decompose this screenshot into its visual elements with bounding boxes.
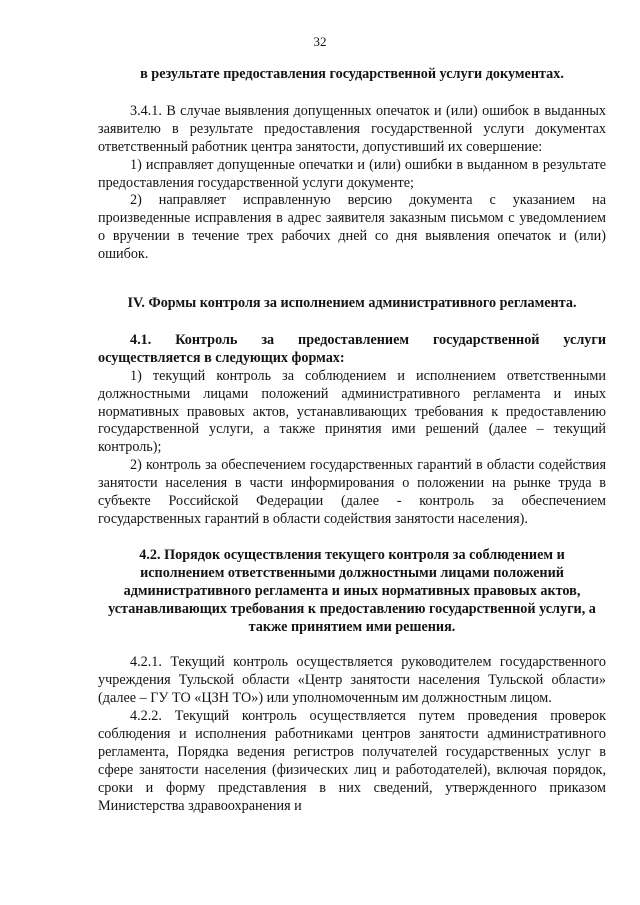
section-4-heading: IV. Формы контроля за исполнением административного регламента. (127, 295, 577, 311)
list-item: 1) текущий контроль за соблюдением и исполнением ответственными должностными лицами положений административного регламента и иных нормативных правовых актов, устанавливающих требования к предоставлению государственной услуги, а также принятия ими решений (далее – текущий контроль); (98, 367, 606, 456)
list-item: 2) контроль за обеспечением государственных гарантий в области содействия занятости населения в части информирования о положении на рынке труда в субъекте Российской Федерации (далее - контроль за обеспечением государственных гарантий в области содействия занятости населения). (98, 457, 606, 527)
heading-continuation: в результате предоставления государственной услуги документах. (140, 66, 564, 82)
paragraph-4-2-2: 4.2.2. Текущий контроль осуществляется путем проведения проверок соблюдения и исполнения работниками центров занятости административного регламента, Порядка ведения регистров получателей государственных услуг в сфере занятости населения (физических лиц и работодателей), включая порядок, сроки и форму представления в них сведений, утвержденного приказом Министерства здравоохранения и (98, 708, 606, 814)
section-4-2-heading: 4.2. Порядок осуществления текущего контроля за соблюдением и исполнением ответственными должностными лицами положений административного регламента и иных нормативных правовых актов, устанавливающих требования к предоставлению государственной услуги, а также принятием ими решения. (108, 546, 596, 635)
section-3-tail (98, 66, 606, 264)
list-item: 1) исправляет допущенные опечатки и (или) ошибки в выданном в результате предоставления государственной услуги документе; (98, 156, 606, 191)
paragraph-3-4-1: 3.4.1. В случае выявления допущенных опечаток и (или) ошибок в выданных заявителю в результате предоставления государственной услуги документах ответственный работник центра занятости, допустивший их совершение: (98, 102, 606, 155)
section-4 (98, 295, 606, 816)
paragraph-4-2-1: 4.2.1. Текущий контроль осуществляется руководителем государственного учреждения Тульской области «Центр занятости населения Тульской области» (далее – ГУ ТО «ЦЗН ТО») или уполномоченным им должностным лицом. (98, 654, 606, 707)
list-item: 2) направляет исправленную версию документа с указанием на произведенные исправления в адрес заявителя заказным письмом с уведомлением о вручении в течение трех рабочих дней со дня выявления опечаток и (или) ошибок. (98, 192, 606, 263)
paragraph-4-1: 4.1. Контроль за предоставлением государственной услуги осуществляется в следующих формах: (98, 331, 606, 366)
page-number: 32 (313, 34, 327, 49)
